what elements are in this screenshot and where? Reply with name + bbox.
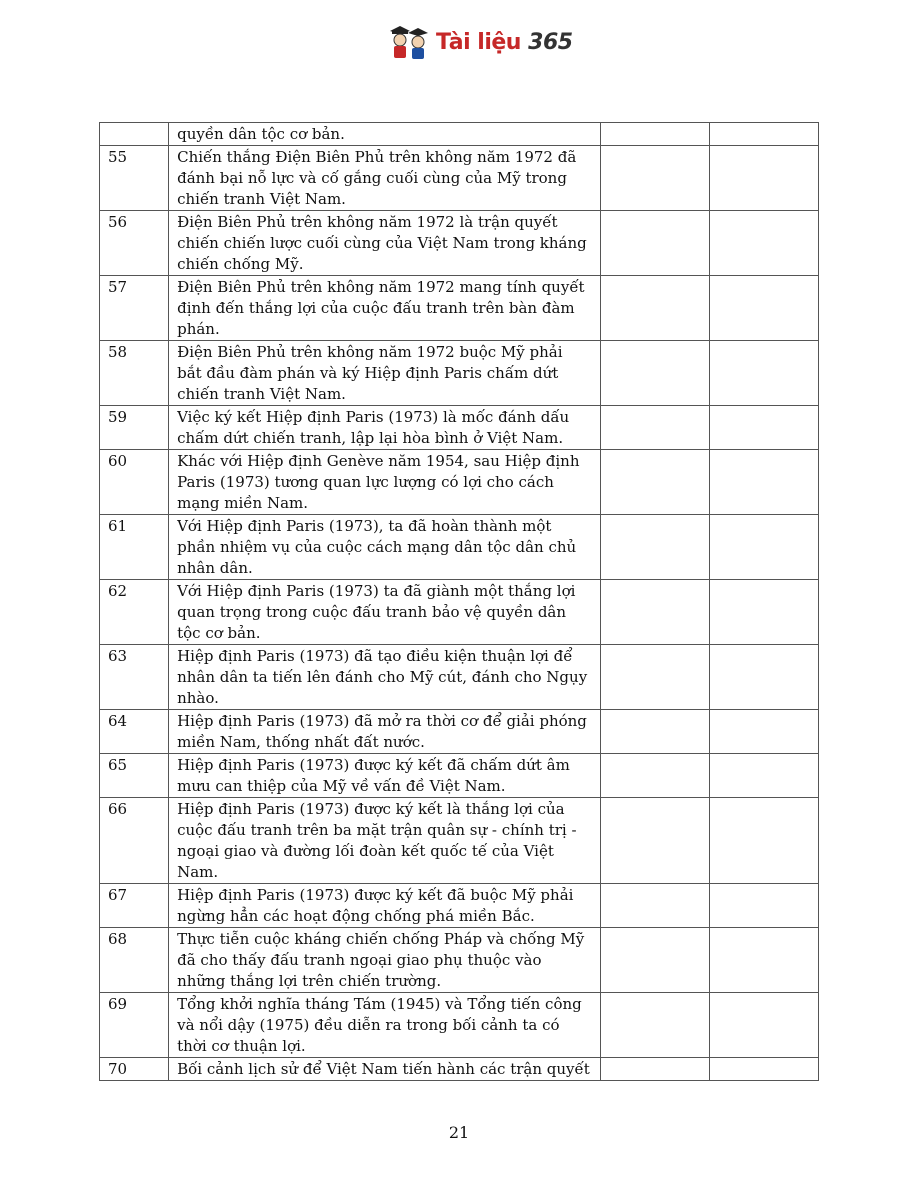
statement-text: Với Hiệp định Paris (1973), ta đã hoàn thành một phần nhiệm vụ của cuộc cách mạng dân tộc dân chủ nhân dân. [169,515,601,580]
question-table-body [100,123,819,1081]
table-row [100,211,819,276]
row-number: 63 [100,645,169,710]
answer-true-cell [600,993,709,1058]
answer-true-cell [600,406,709,450]
answer-true-cell [600,276,709,341]
logo-text [436,30,573,55]
statement-text: Khác với Hiệp định Genève năm 1954, sau Hiệp định Paris (1973) tương quan lực lượng có lợi cho cách mạng miền Nam. [169,450,601,515]
table-row [100,645,819,710]
answer-false-cell [709,146,818,211]
row-number: 57 [100,276,169,341]
answer-false-cell [709,1058,818,1081]
row-number: 66 [100,798,169,884]
logo-number: 365 [528,29,573,55]
row-number: 65 [100,754,169,798]
answer-false-cell [709,123,818,146]
statement-text: Việc ký kết Hiệp định Paris (1973) là mốc đánh dấu chấm dứt chiến tranh, lập lại hòa bình ở Việt Nam. [169,406,601,450]
statement-text: Tổng khởi nghĩa tháng Tám (1945) và Tổng tiến công và nổi dậy (1975) đều diễn ra trong bối cảnh ta có thời cơ thuận lợi. [169,993,601,1058]
answer-true-cell [600,211,709,276]
answer-true-cell [600,580,709,645]
table-row [100,580,819,645]
answer-true-cell [600,1058,709,1081]
row-number: 69 [100,993,169,1058]
answer-false-cell [709,798,818,884]
statement-text: quyền dân tộc cơ bản. [169,123,601,146]
answer-false-cell [709,710,818,754]
table-row [100,798,819,884]
answer-false-cell [709,993,818,1058]
statement-text: Hiệp định Paris (1973) đã tạo điều kiện thuận lợi để nhân dân ta tiến lên đánh cho Mỹ cút, đánh cho Ngụy nhào. [169,645,601,710]
row-number: 56 [100,211,169,276]
statement-text: Với Hiệp định Paris (1973) ta đã giành một thắng lợi quan trọng trong cuộc đấu tranh bảo vệ quyền dân tộc cơ bản. [169,580,601,645]
row-number: 62 [100,580,169,645]
answer-true-cell [600,754,709,798]
statement-text: Hiệp định Paris (1973) được ký kết là thắng lợi của cuộc đấu tranh trên ba mặt trận quân sự - chính trị - ngoại giao và đường lối đoàn kết quốc tế của Việt Nam. [169,798,601,884]
answer-true-cell [600,515,709,580]
row-number: 70 [100,1058,169,1081]
answer-true-cell [600,341,709,406]
statement-text: Hiệp định Paris (1973) được ký kết đã buộc Mỹ phải ngừng hẳn các hoạt động chống phá miền Bắc. [169,884,601,928]
page-number: 21 [448,1123,470,1142]
row-number: 61 [100,515,169,580]
table-row [100,123,819,146]
table-row [100,710,819,754]
answer-false-cell [709,450,818,515]
row-number: 68 [100,928,169,993]
table-row [100,450,819,515]
answer-false-cell [709,211,818,276]
statement-text: Thực tiễn cuộc kháng chiến chống Pháp và chống Mỹ đã cho thấy đấu tranh ngoại giao phụ thuộc vào những thắng lợi trên chiến trường. [169,928,601,993]
statement-text: Hiệp định Paris (1973) được ký kết đã chấm dứt âm mưu can thiệp của Mỹ về vấn đề Việt Nam. [169,754,601,798]
logo-word: Tài liệu [436,29,521,55]
table-row [100,754,819,798]
answer-true-cell [600,450,709,515]
answer-true-cell [600,928,709,993]
row-number: 59 [100,406,169,450]
table-row [100,341,819,406]
row-number: 67 [100,884,169,928]
table-row [100,1058,819,1081]
statement-text: Bối cảnh lịch sử để Việt Nam tiến hành các trận quyết [169,1058,601,1081]
statement-text: Chiến thắng Điện Biên Phủ trên không năm 1972 đã đánh bại nỗ lực và cố gắng cuối cùng của Mỹ trong chiến tranh Việt Nam. [169,146,601,211]
students-logo-icon [390,24,430,60]
answer-false-cell [709,928,818,993]
table-row [100,406,819,450]
row-number: 58 [100,341,169,406]
site-logo [390,22,573,62]
row-number: 55 [100,146,169,211]
table-row [100,993,819,1058]
statement-text: Điện Biên Phủ trên không năm 1972 mang tính quyết định đến thắng lợi của cuộc đấu tranh trên bàn đàm phán. [169,276,601,341]
answer-true-cell [600,798,709,884]
table-row [100,884,819,928]
row-number: 64 [100,710,169,754]
answer-false-cell [709,754,818,798]
answer-false-cell [709,884,818,928]
answer-true-cell [600,884,709,928]
answer-true-cell [600,710,709,754]
answer-false-cell [709,515,818,580]
table-row [100,276,819,341]
question-table [99,122,819,1081]
row-number: 60 [100,450,169,515]
table-row [100,146,819,211]
statement-text: Điện Biên Phủ trên không năm 1972 buộc Mỹ phải bắt đầu đàm phán và ký Hiệp định Paris chấm dứt chiến tranh Việt Nam. [169,341,601,406]
table-row [100,515,819,580]
statement-text: Hiệp định Paris (1973) đã mở ra thời cơ để giải phóng miền Nam, thống nhất đất nước. [169,710,601,754]
answer-true-cell [600,146,709,211]
statement-text: Điện Biên Phủ trên không năm 1972 là trận quyết chiến chiến lược cuối cùng của Việt Nam trong kháng chiến chống Mỹ. [169,211,601,276]
row-number [100,123,169,146]
answer-false-cell [709,406,818,450]
answer-false-cell [709,580,818,645]
answer-true-cell [600,645,709,710]
answer-false-cell [709,276,818,341]
answer-false-cell [709,645,818,710]
answer-false-cell [709,341,818,406]
table-row [100,928,819,993]
answer-true-cell [600,123,709,146]
